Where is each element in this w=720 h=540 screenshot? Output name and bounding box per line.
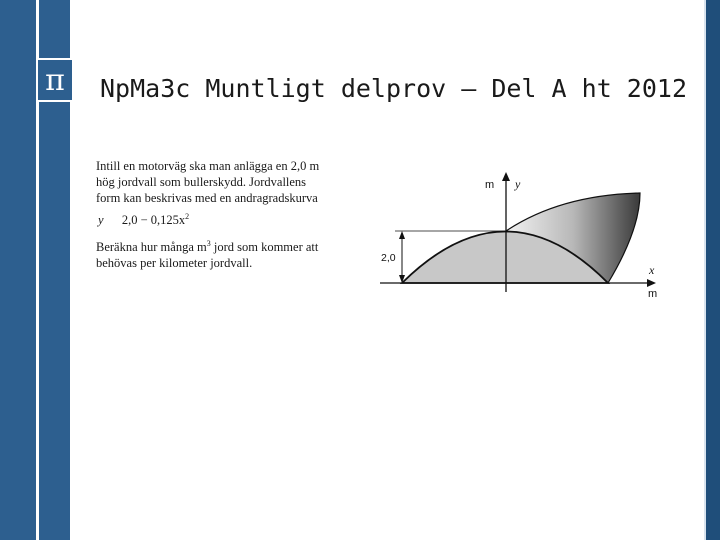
pi-logo-icon: π bbox=[36, 58, 72, 102]
y-axis-unit: m bbox=[485, 179, 495, 191]
question-part-a: Beräkna hur många m bbox=[96, 240, 207, 255]
problem-line-2: hög jordvall som bullerskydd. Jordvallens bbox=[96, 175, 307, 189]
question-superscript: 3 bbox=[206, 239, 211, 249]
question-part-b: jord som kommer att bbox=[210, 240, 319, 255]
formula-expression: 2,0 − 0,125x bbox=[121, 213, 186, 228]
slide-title: Np​Ma3c Muntligt delprov – Del A ht 2012 bbox=[100, 74, 687, 103]
height-arrow-top bbox=[399, 231, 405, 239]
right-sidebar-band bbox=[706, 0, 720, 540]
embankment-figure bbox=[372, 170, 672, 300]
formula-exponent: 2 bbox=[185, 212, 190, 221]
problem-text bbox=[96, 158, 368, 271]
question-line-1 bbox=[96, 236, 368, 255]
formula bbox=[98, 209, 368, 228]
x-axis-arrow bbox=[647, 279, 656, 287]
y-axis-arrow bbox=[502, 172, 510, 181]
x-axis-label: x bbox=[649, 263, 655, 277]
formula-y: y bbox=[98, 213, 104, 228]
problem-line-1: Intill en motorväg ska man anlägga en 2,0 m bbox=[96, 159, 320, 173]
problem-line-3: form kan beskrivas med en andragradskurva bbox=[96, 191, 318, 205]
x-axis-unit: m bbox=[648, 288, 658, 300]
question-line-2: behövas per kilometer jordvall. bbox=[96, 256, 253, 271]
left-sidebar-band bbox=[0, 0, 36, 540]
y-axis-label: y bbox=[515, 177, 521, 191]
height-label: 2,0 bbox=[381, 252, 396, 264]
